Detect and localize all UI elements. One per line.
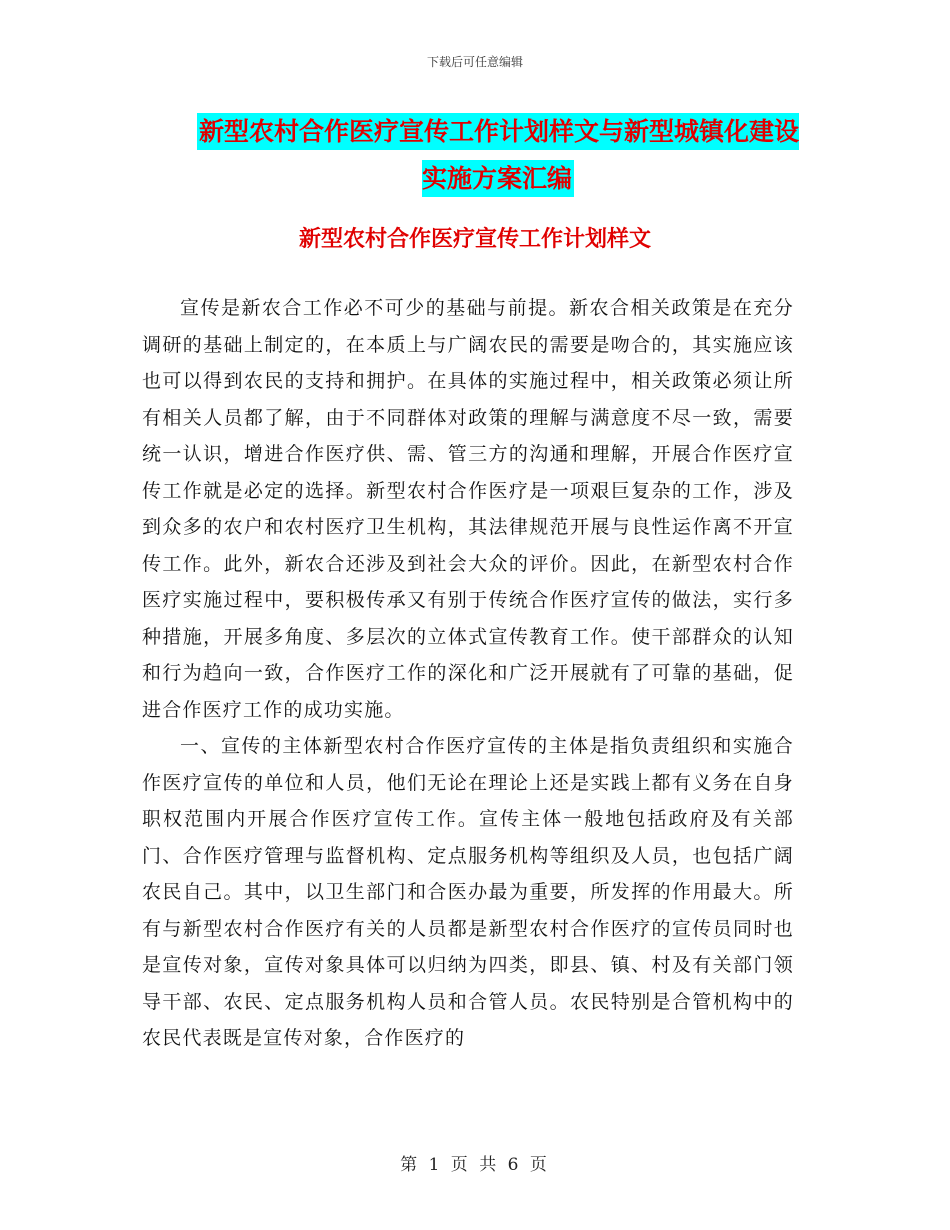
document-title bbox=[186, 108, 810, 202]
header-note: 下载后可任意编辑 bbox=[426, 55, 523, 69]
paragraph: 一、宣传的主体新型农村合作医疗宣传的主体是指负责组织和实施合作医疗宣传的单位和人员，他们无论在理论上还是实践上都有义务在自身职权范围内开展合作医疗宣传工作。宣传主体一般地包括政府及有关部门、合作医疗管理与监督机构、定点服务机构等组织及人员，也包括广阔农民自己。其中，以卫生部门和合医办最为重要，所发挥的作用最大。所有与新型农村合作医疗有关的人员都是新型农村合作医疗的宣传员同时也是宣传对象，宣传对象具体可以归纳为四类，即县、镇、村及有关部门领导干部、农民、定点服务机构人员和合管人员。农民特别是合管机构中的农民代表既是宣传对象，合作医疗的 bbox=[142, 735, 794, 1049]
document-title-text: 新型农村合作医疗宣传工作计划样文与新型城镇化建设实施方案汇编 bbox=[197, 113, 799, 197]
page-number: 第 1 页 共 6 页 bbox=[400, 1155, 550, 1175]
section-title: 新型农村合作医疗宣传工作计划样文 bbox=[298, 226, 651, 252]
document-body bbox=[142, 290, 794, 1057]
paragraph: 宣传是新农合工作必不可少的基础与前提。新农合相关政策是在充分调研的基础上制定的，在本质上与广阔农民的需要是吻合的，其实施应该也可以得到农民的支持和拥护。在具体的实施过程中，相关政策必须让所有相关人员都了解，由于不同群体对政策的理解与满意度不尽一致，需要统一认识，增进合作医疗供、需、管三方的沟通和理解，开展合作医疗宣传工作就是必定的选择。新型农村合作医疗是一项艰巨复杂的工作，涉及到众多的农户和农村医疗卫生机构，其法律规范开展与良性运作离不开宣传工作。此外，新农合还涉及到社会大众的评价。因此，在新型农村合作医疗实施过程中，要积极传承又有别于传统合作医疗宣传的做法，实行多种措施，开展多角度、多层次的立体式宣传教育工作。使干部群众的认知和行为趋向一致，合作医疗工作的深化和广泛开展就有了可靠的基础，促进合作医疗工作的成功实施。 bbox=[142, 297, 794, 721]
